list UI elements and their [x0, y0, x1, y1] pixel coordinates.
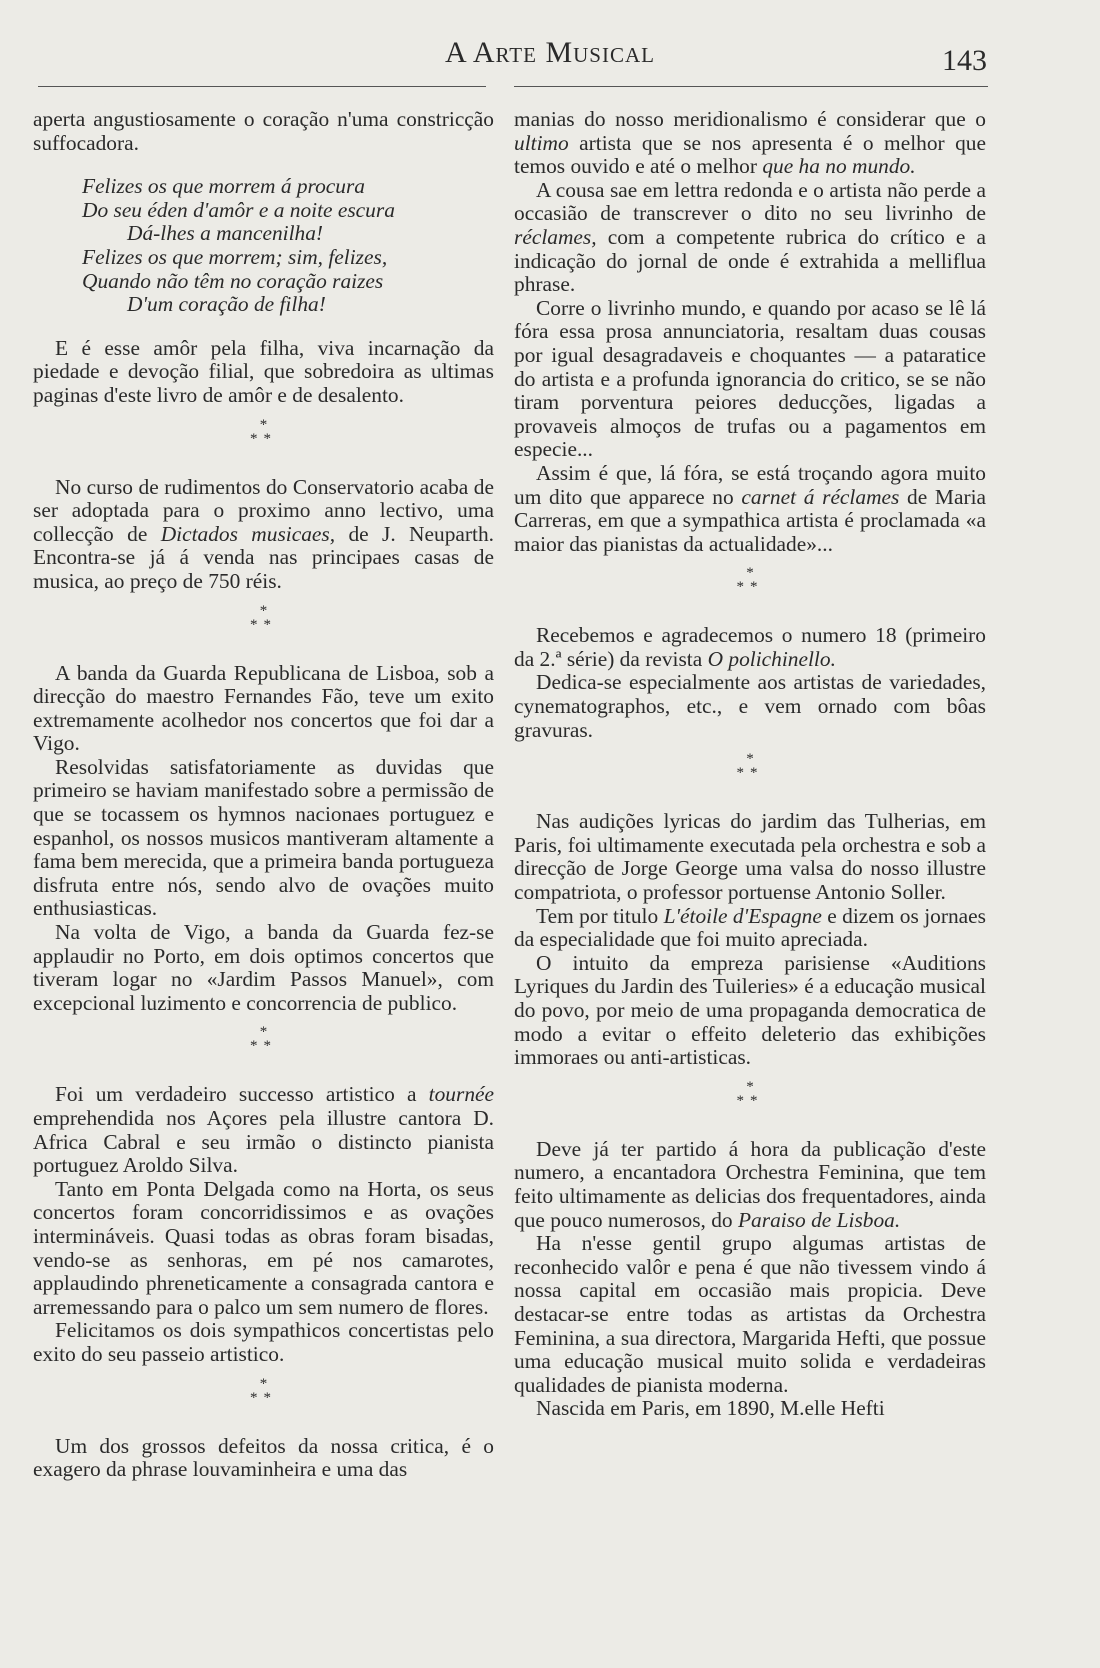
paragraph: Tanto em Ponta Delgada como na Horta, os seus concertos foram concorridissimos e as ovações intermináveis. Quasi todas as obras foram bisadas, vendo-se as senhoras, em pé nos camarotes, applaudindo phreneticamente a consagrada cantora e arremessando para o palco um sem numero de flores.: [33, 1176, 494, 1319]
running-header-title: A Arte Musical: [445, 36, 655, 69]
paragraph: aperta angustiosamente o coração n'uma constricção suffocadora.: [33, 107, 494, 155]
poem-line: Felizes os que morrem; sim, felizes,: [82, 244, 388, 269]
paragraph: No curso de rudimentos do Conservatorio acaba de ser adoptada para o proximo anno lectivo, uma collecção de Dictados musicaes, de J. Neuparth. Encontra-se já á venda nas principaes casas de musica, ao preço de 750 réis.: [33, 474, 494, 593]
paragraph: Assim é que, lá fóra, se está troçando agora muito um dito que apparece no carnet á réclames de Maria Carreras, em que a sympathica artista é proclamada «a maior das pianistas da actualidade»...: [514, 460, 987, 556]
section-asterism: * **: [736, 565, 764, 596]
right-column: [514, 108, 986, 1421]
section-asterism: * **: [250, 1024, 277, 1055]
paragraph: A banda da Guarda Republicana de Lisboa, sob a direcção do maestro Fernandes Fão, teve um exito extremamente acolhedor nos concertos que foi dar a Vigo.: [33, 660, 494, 756]
page-number: 143: [942, 44, 987, 77]
paragraph: Nascida em Paris, em 1890, M.elle Hefti: [536, 1396, 885, 1421]
paragraph: Recebemos e agradecemos o numero 18 (primeiro da 2.ª série) da revista O polichinello.: [514, 623, 986, 671]
poem-line: Do seu éden d'amôr e a noite escura: [82, 197, 395, 222]
poem-line: Dá-lhes a mancenilha!: [127, 221, 324, 246]
paragraph: Tem por titulo L'étoile d'Espagne e dizem os jornaes da especialidade que foi muito apreciada.: [514, 903, 986, 952]
paragraph: Foi um verdadeiro successo artistico a tournée emprehendida nos Açores pela illustre cantora D. Africa Cabral e seu irmão o distincto pianista portuguez Aroldo Silva.: [33, 1082, 494, 1178]
paragraph: manias do nosso meridionalismo é considerar que o ultimo artista que se nos apresenta é o melhor que temos ouvido e até o melhor que ha no mundo.: [514, 107, 986, 179]
paragraph: A cousa sae em lettra redonda e o artista não perde a occasião de transcrever o dito no seu livrinho de réclames, com a competente rubrica do crítico e a indicação do jornal de onde é extrahida a melliflua phrase.: [514, 177, 986, 297]
section-asterism: * **: [736, 1078, 764, 1109]
paragraph: Resolvidas satisfatoriamente as duvidas que primeiro se haviam manifestado sobre a permissão de que se tocassem os hymnos nacionaes portuguez e espanhol, os nossos musicos mantiveram altamente a fama bem merecida, que a primeira banda portugueza disfruta entre nós, sendo alvo de ovações muito enthusiasticas.: [33, 754, 494, 921]
section-asterism: * **: [736, 751, 764, 782]
header-rule-right: [514, 86, 988, 87]
paragraph: Ha n'esse gentil grupo algumas artistas de reconhecido valôr e pena é que não tivessem vindo á nossa capital em occasião mais propicia. Deve destacar-se entre todas as artistas da Orchestra Feminina, a sua directora, Margarida Hefti, que possue uma educação musical muito solida e verdadeiras qualidades de pianista moderna.: [514, 1231, 986, 1397]
paragraph: Um dos grossos defeitos da nossa critica, é o exagero da phrase louvaminheira e uma das: [33, 1433, 494, 1482]
section-asterism: * **: [250, 1375, 277, 1406]
poem-line: D'um coração de filha!: [127, 292, 326, 317]
paragraph: E é esse amôr pela filha, viva incarnação da piedade e devoção filial, que sobredoira as ultimas paginas d'este livro de amôr e de desalento.: [33, 335, 494, 407]
paragraph: Corre o livrinho mundo, e quando por acaso se lê lá fóra essa prosa annunciatoria, resaltam duas cousas por igual desagradaveis e choquantes — a pataratice do artista e a profunda ignorancia do critico, se se não tiram porventura peiores deducções, ligadas a provaveis almoços de trufas ou a pagamentos em especie...: [514, 295, 986, 462]
poem-line: Quando não têm no coração raizes: [82, 268, 384, 293]
header-rule-left: [38, 86, 486, 87]
paragraph: Dedica-se especialmente aos artistas de variedades, cynematographos, etc., e vem ornado com bôas gravuras.: [514, 670, 986, 742]
paragraph: Na volta de Vigo, a banda da Guarda fez-se applaudir no Porto, em dois optimos concertos que tiveram logar no «Jardim Passos Manuel», com excepcional luzimento e concorrencia de publico.: [33, 920, 494, 1015]
paragraph: Nas audições lyricas do jardim das Tulherias, em Paris, foi ultimamente executada pela orchestra e sob a direcção de Jorge George uma valsa do nosso illustre compatriota, o professor portuense Antonio Soller.: [514, 809, 986, 905]
left-column: [33, 108, 494, 1482]
poem-line: Felizes os que morrem á procura: [82, 174, 365, 199]
poem-stanza: [33, 175, 494, 317]
section-asterism: * **: [250, 416, 277, 447]
paragraph: O intuito da empreza parisiense «Auditions Lyriques du Jardin des Tuileries» é a educação musical do povo, por meio de uma propaganda democratica de modo a evitar o effeito deleterio das exhibições immoraes ou anti-artisticas.: [514, 950, 986, 1070]
paragraph: Deve já ter partido á hora da publicação d'este numero, a encantadora Orchestra Feminina, que tem feito ultimamente as delicias dos frequentadores, ainda que pouco numerosos, do Paraiso de Lisboa.: [514, 1136, 986, 1232]
paragraph: Felicitamos os dois sympathicos concertistas pelo exito do seu passeio artistico.: [33, 1318, 494, 1366]
section-asterism: * **: [250, 602, 277, 633]
